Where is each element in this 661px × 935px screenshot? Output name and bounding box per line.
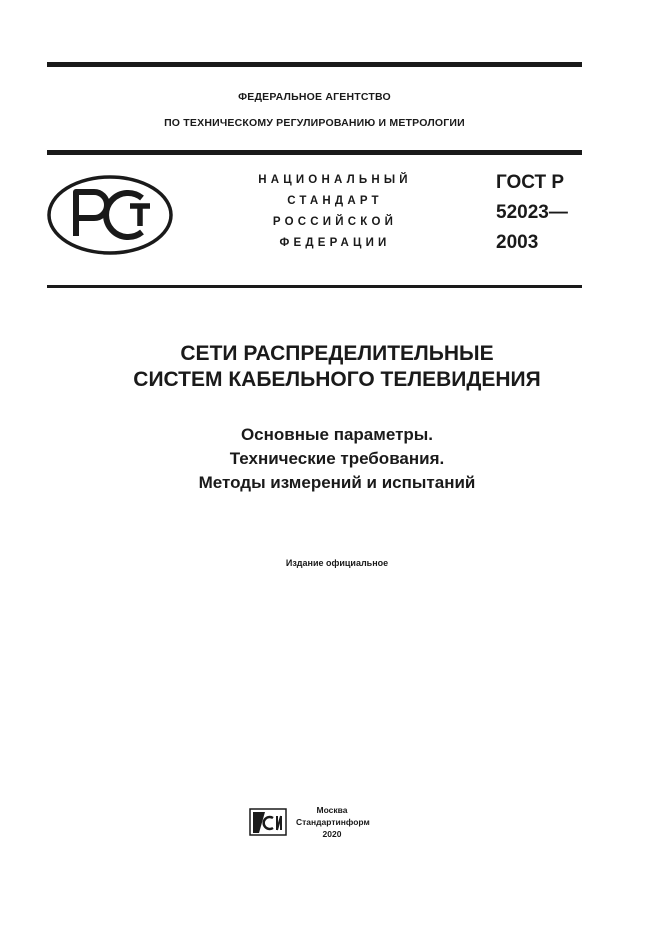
edition-label: Издание официальное (285, 558, 389, 568)
publisher-logo (249, 806, 287, 836)
standard-type-line-3: РОССИЙСКОЙ (272, 216, 398, 228)
subtitle-line-1: Основные параметры. (240, 425, 434, 444)
title-line-1: СЕТИ РАСПРЕДЕЛИТЕЛЬНЫЕ (180, 342, 494, 365)
header-rule (47, 150, 582, 155)
publisher-city: Москва (316, 805, 348, 815)
publisher-year: 2020 (322, 829, 342, 839)
subtitle-line-2: Технические требования. (229, 449, 445, 468)
standard-type-line-4: ФЕДЕРАЦИИ (279, 237, 391, 249)
document-title (47, 341, 627, 393)
designation-line-3: 2003 (496, 232, 539, 253)
rst-logo (46, 174, 174, 256)
publisher-block (296, 804, 368, 840)
top-rule (47, 62, 582, 67)
designation-line-2: 52023— (496, 202, 568, 223)
standard-type-line-2: СТАНДАРТ (287, 195, 383, 207)
title-line-2: СИСТЕМ КАБЕЛЬНОГО ТЕЛЕВИДЕНИЯ (133, 368, 541, 391)
standard-type (232, 170, 438, 254)
agency-line-2: ПО ТЕХНИЧЕСКОМУ РЕГУЛИРОВАНИЮ И МЕТРОЛОГИИ (164, 117, 465, 129)
agency-line-1: ФЕДЕРАЛЬНОЕ АГЕНТСТВО (238, 91, 391, 103)
subtitle-line-3: Методы измерений и испытаний (198, 473, 476, 492)
designation-line-1: ГОСТ Р (496, 172, 565, 193)
document-subtitle (47, 423, 627, 495)
standard-designation (496, 168, 606, 258)
publisher-name: Стандартинформ (296, 817, 370, 827)
separator-rule (47, 285, 582, 288)
standard-type-line-1: НАЦИОНАЛЬНЫЙ (258, 174, 412, 186)
